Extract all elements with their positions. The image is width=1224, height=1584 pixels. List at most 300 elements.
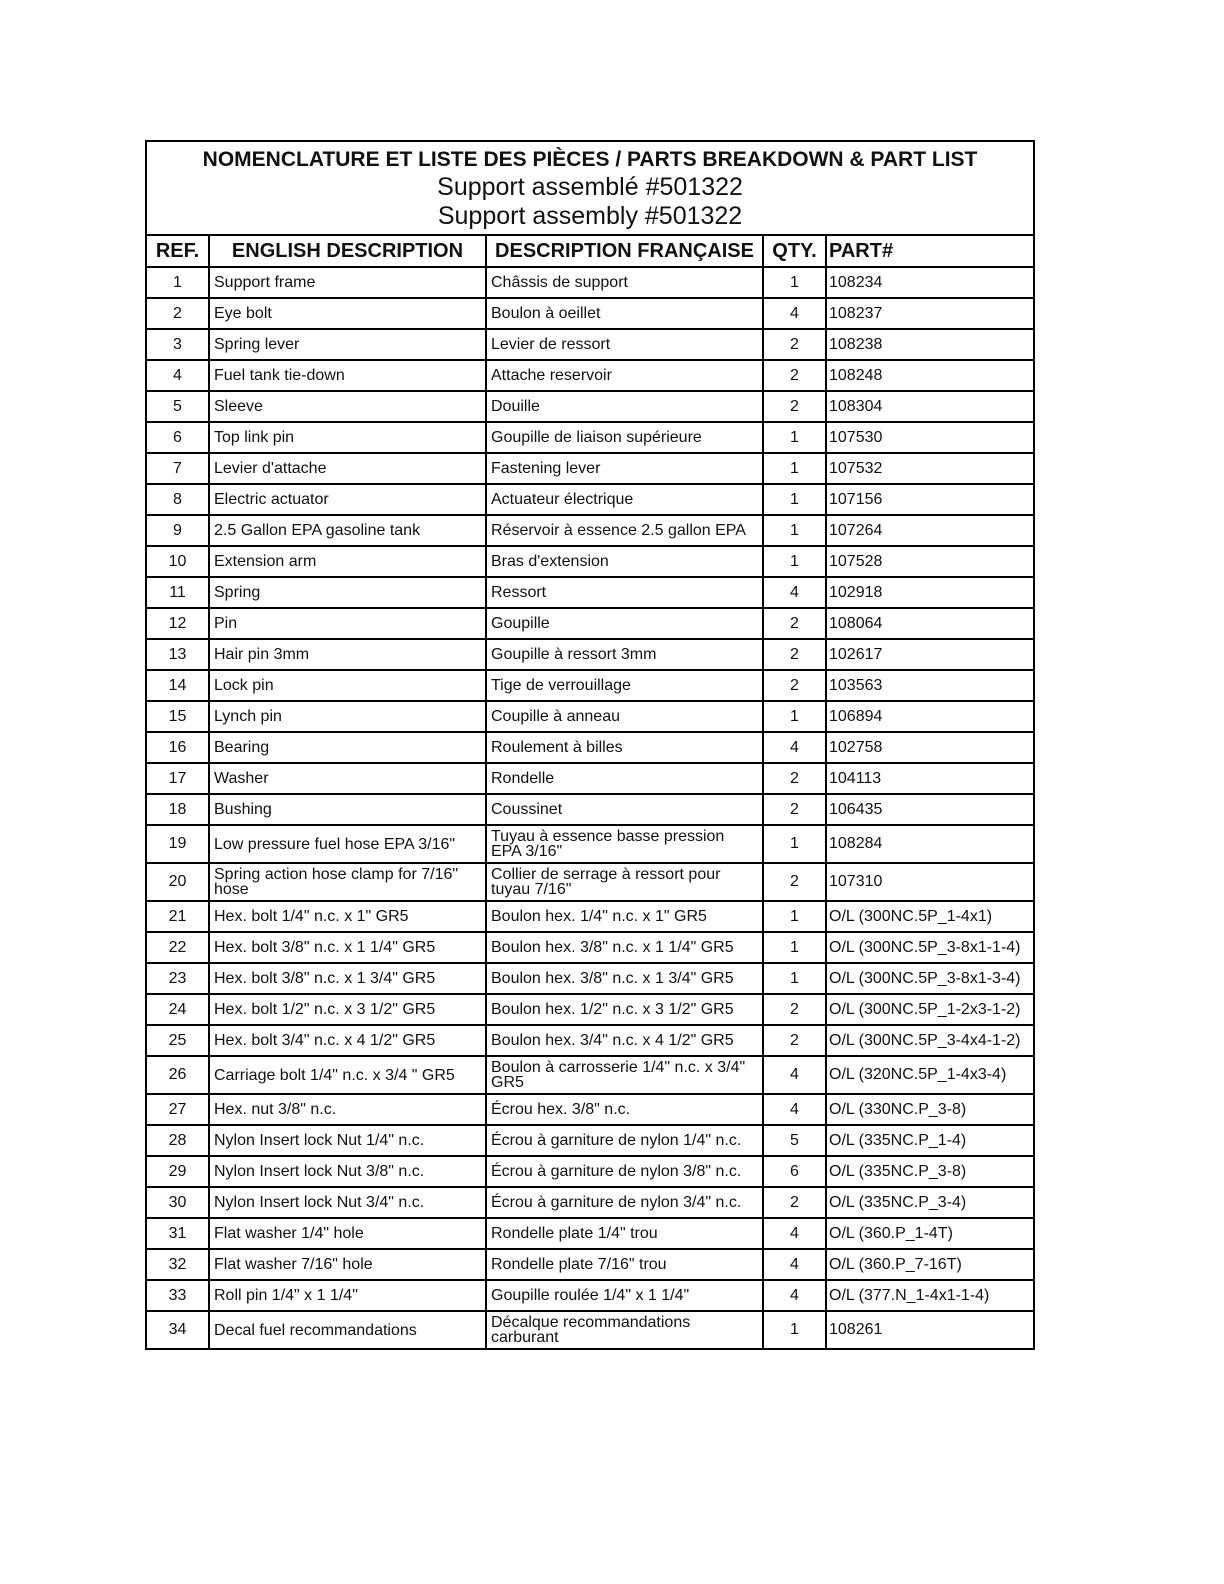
english-description-cell-text: Bearing: [214, 739, 270, 756]
part-number-cell: [826, 1311, 1034, 1349]
table-row: [146, 422, 1034, 453]
quantity-cell: [763, 901, 826, 932]
french-description-cell-text: Goupille roulée 1/4" x 1 1/4": [491, 1287, 690, 1304]
quantity-cell: [763, 298, 826, 329]
french-description-cell: [486, 453, 763, 484]
ref-cell-text: 7: [173, 459, 182, 477]
english-description-cell-text: Levier d'attache: [214, 460, 327, 477]
quantity-cell-text: 2: [790, 366, 799, 384]
french-description-cell-text: Écrou à garniture de nylon 3/4" n.c.: [491, 1194, 742, 1211]
column-header-english: ENGLISH DESCRIPTION: [209, 235, 486, 267]
ref-cell-text: 22: [168, 938, 187, 956]
part-number-cell-text: O/L (300NC.5P_3-4x4-1-2): [829, 1031, 1021, 1049]
quantity-cell-text: 2: [790, 645, 799, 663]
english-description-cell-text: Hair pin 3mm: [214, 646, 310, 663]
ref-cell-text: 14: [168, 676, 187, 694]
french-description-cell: [486, 1249, 763, 1280]
part-number-cell: [826, 863, 1034, 901]
ref-cell-text: 34: [168, 1321, 187, 1338]
french-description-cell-text: Collier de serrage à ressort pour tuyau 7/16": [491, 866, 721, 898]
ref-cell: [146, 546, 209, 577]
table-row: [146, 546, 1034, 577]
ref-cell-text: 32: [168, 1255, 187, 1273]
english-description-cell: [209, 546, 486, 577]
quantity-cell-text: 4: [790, 738, 799, 756]
english-description-cell: [209, 1249, 486, 1280]
part-number-cell-text: 104113: [829, 769, 882, 787]
ref-cell-text: 9: [173, 521, 182, 539]
ref-cell: [146, 1311, 209, 1349]
table-row: [146, 1025, 1034, 1056]
part-number-cell-text: 108234: [829, 273, 883, 291]
ref-cell: [146, 453, 209, 484]
quantity-cell: [763, 484, 826, 515]
quantity-cell: [763, 701, 826, 732]
part-number-cell-text: 103563: [829, 676, 883, 694]
part-number-cell-text: O/L (335NC.P_3-8): [829, 1162, 967, 1180]
ref-cell-text: 23: [168, 969, 187, 987]
quantity-cell: [763, 267, 826, 298]
part-number-cell: [826, 1025, 1034, 1056]
quantity-cell-text: 2: [790, 614, 799, 632]
english-description-cell: [209, 670, 486, 701]
english-description-cell-text: Nylon Insert lock Nut 3/4" n.c.: [214, 1194, 425, 1211]
ref-cell-text: 20: [168, 873, 187, 890]
part-number-cell-text: O/L (360.P_7-16T): [829, 1255, 962, 1273]
english-description-cell-text: Carriage bolt 1/4" n.c. x 3/4 " GR5: [214, 1066, 455, 1084]
part-number-cell-text: 107528: [829, 552, 883, 570]
part-number-cell-text: O/L (377.N_1-4x1-1-4): [829, 1286, 990, 1304]
table-row: [146, 825, 1034, 863]
french-description-cell-text: Boulon hex. 1/4" n.c. x 1" GR5: [491, 908, 707, 925]
table-row: [146, 863, 1034, 901]
table-row: [146, 1187, 1034, 1218]
quantity-cell-text: 4: [790, 304, 799, 322]
ref-cell: [146, 422, 209, 453]
quantity-cell: [763, 1311, 826, 1349]
part-number-cell: [826, 1056, 1034, 1094]
french-description-cell: [486, 994, 763, 1025]
ref-cell-text: 21: [168, 907, 187, 925]
english-description-cell: [209, 1218, 486, 1249]
part-number-cell: [826, 1218, 1034, 1249]
quantity-cell-text: 4: [790, 1066, 799, 1083]
ref-cell-text: 5: [173, 397, 182, 415]
french-description-cell: [486, 825, 763, 863]
quantity-cell: [763, 453, 826, 484]
part-number-cell-text: 108261: [829, 1321, 883, 1338]
table-row: [146, 298, 1034, 329]
ref-cell: [146, 298, 209, 329]
french-description-cell: [486, 515, 763, 546]
english-description-cell-text: Low pressure fuel hose EPA 3/16": [214, 835, 456, 853]
quantity-cell: [763, 608, 826, 639]
english-description-cell-text: Electric actuator: [214, 491, 329, 508]
table-row: [146, 732, 1034, 763]
table-row: [146, 963, 1034, 994]
quantity-cell: [763, 329, 826, 360]
part-number-cell-text: O/L (335NC.P_3-4): [829, 1193, 967, 1211]
french-description-cell-text: Réservoir à essence 2.5 gallon EPA: [491, 522, 746, 539]
english-description-cell: [209, 577, 486, 608]
part-number-cell: [826, 422, 1034, 453]
french-description-cell-text: Rondelle plate 1/4" trou: [491, 1225, 658, 1242]
quantity-cell-text: 2: [790, 397, 799, 415]
quantity-cell: [763, 1125, 826, 1156]
english-description-cell: [209, 608, 486, 639]
part-number-cell-text: 108284: [829, 835, 883, 852]
english-description-cell-text: Nylon Insert lock Nut 1/4" n.c.: [214, 1132, 425, 1149]
english-description-cell: [209, 639, 486, 670]
part-number-cell-text: 107264: [829, 521, 883, 539]
quantity-cell: [763, 360, 826, 391]
quantity-cell: [763, 1187, 826, 1218]
english-description-cell: [209, 1311, 486, 1349]
ref-cell: [146, 1249, 209, 1280]
part-number-cell: [826, 763, 1034, 794]
english-description-cell: [209, 1056, 486, 1094]
quantity-cell: [763, 994, 826, 1025]
ref-cell-text: 24: [168, 1000, 187, 1018]
part-number-cell-text: O/L (335NC.P_1-4): [829, 1131, 967, 1149]
french-description-cell: [486, 267, 763, 298]
quantity-cell: [763, 1218, 826, 1249]
quantity-cell-text: 4: [790, 583, 799, 601]
quantity-cell: [763, 732, 826, 763]
french-description-cell-text: Boulon hex. 3/4" n.c. x 4 1/2" GR5: [491, 1032, 734, 1049]
quantity-cell-text: 5: [790, 1131, 799, 1149]
title-cell: [146, 141, 1034, 235]
quantity-cell: [763, 863, 826, 901]
ref-cell-text: 13: [168, 645, 187, 663]
assembly-title-english: Support assembly #501322: [437, 202, 743, 230]
english-description-cell: [209, 932, 486, 963]
french-description-cell: [486, 963, 763, 994]
french-description-cell: [486, 484, 763, 515]
quantity-cell-text: 1: [790, 490, 799, 508]
quantity-cell: [763, 794, 826, 825]
english-description-cell-text: Flat washer 1/4" hole: [214, 1225, 364, 1242]
ref-cell: [146, 267, 209, 298]
french-description-cell-text: Actuateur électrique: [491, 491, 634, 508]
part-number-cell-text: 106894: [829, 707, 883, 725]
table-row: [146, 1311, 1034, 1349]
ref-cell: [146, 484, 209, 515]
english-description-cell: [209, 453, 486, 484]
part-number-cell-text: 107310: [829, 873, 883, 890]
english-description-cell-text: Hex. bolt 3/8" n.c. x 1 1/4" GR5: [214, 939, 436, 956]
french-description-cell-text: Écrou hex. 3/8" n.c.: [491, 1101, 631, 1118]
table-row: [146, 360, 1034, 391]
french-description-cell: [486, 670, 763, 701]
ref-cell-text: 6: [173, 428, 182, 446]
column-header-french: DESCRIPTION FRANÇAISE: [486, 235, 763, 267]
part-number-cell-text: 106435: [829, 800, 883, 818]
part-number-cell: [826, 901, 1034, 932]
part-number-cell-text: O/L (320NC.5P_1-4x3-4): [829, 1066, 1007, 1083]
ref-cell-text: 12: [168, 614, 187, 632]
table-row: [146, 794, 1034, 825]
english-description-cell: [209, 298, 486, 329]
ref-cell-text: 30: [168, 1193, 187, 1211]
quantity-cell: [763, 577, 826, 608]
french-description-cell: [486, 1187, 763, 1218]
quantity-cell: [763, 1025, 826, 1056]
ref-cell: [146, 863, 209, 901]
english-description-cell-text: Fuel tank tie-down: [214, 367, 345, 384]
ref-cell-text: 19: [168, 835, 187, 852]
quantity-cell: [763, 1056, 826, 1094]
part-number-cell: [826, 1249, 1034, 1280]
french-description-cell-text: Décalque recommandations carburant: [491, 1314, 691, 1346]
quantity-cell-text: 2: [790, 1000, 799, 1018]
parts-table-body: [146, 267, 1034, 1349]
table-row: [146, 901, 1034, 932]
quantity-cell: [763, 1249, 826, 1280]
french-description-cell: [486, 391, 763, 422]
column-header-row: [146, 235, 1034, 267]
french-description-cell: [486, 932, 763, 963]
ref-cell-text: 31: [168, 1224, 187, 1242]
quantity-cell-text: 1: [790, 1321, 799, 1338]
quantity-cell: [763, 1094, 826, 1125]
part-number-cell: [826, 1156, 1034, 1187]
english-description-cell: [209, 825, 486, 863]
part-number-cell: [826, 515, 1034, 546]
french-description-cell-text: Écrou à garniture de nylon 3/8" n.c.: [491, 1163, 742, 1180]
french-description-cell-text: Châssis de support: [491, 274, 628, 291]
quantity-cell-text: 4: [790, 1100, 799, 1118]
part-number-cell: [826, 639, 1034, 670]
quantity-cell-text: 1: [790, 969, 799, 987]
part-number-cell: [826, 577, 1034, 608]
ref-cell: [146, 1094, 209, 1125]
ref-cell: [146, 994, 209, 1025]
part-number-cell: [826, 484, 1034, 515]
french-description-cell: [486, 298, 763, 329]
french-description-cell: [486, 1280, 763, 1311]
ref-cell-text: 18: [168, 800, 187, 818]
quantity-cell: [763, 422, 826, 453]
quantity-cell-text: 2: [790, 1031, 799, 1049]
english-description-cell-text: Support frame: [214, 274, 316, 291]
ref-cell-text: 11: [169, 583, 186, 601]
part-number-cell-text: 108064: [829, 614, 883, 632]
quantity-cell-text: 1: [790, 428, 799, 446]
table-row: [146, 267, 1034, 298]
table-row: [146, 515, 1034, 546]
part-number-cell: [826, 329, 1034, 360]
quantity-cell-text: 2: [790, 800, 799, 818]
english-description-cell-text: Spring lever: [214, 336, 300, 353]
english-description-cell-text: Nylon Insert lock Nut 3/8" n.c.: [214, 1163, 425, 1180]
french-description-cell-text: Écrou à garniture de nylon 1/4" n.c.: [491, 1132, 742, 1149]
table-row: [146, 639, 1034, 670]
part-number-cell: [826, 608, 1034, 639]
part-number-cell: [826, 267, 1034, 298]
french-description-cell: [486, 1156, 763, 1187]
english-description-cell: [209, 515, 486, 546]
english-description-cell-text: Flat washer 7/16" hole: [214, 1256, 373, 1273]
english-description-cell-text: Hex. bolt 3/8" n.c. x 1 3/4" GR5: [214, 970, 436, 987]
table-row: [146, 1249, 1034, 1280]
part-number-cell-text: 108237: [829, 304, 883, 322]
english-description-cell: [209, 963, 486, 994]
english-description-cell: [209, 701, 486, 732]
english-description-cell: [209, 484, 486, 515]
part-number-cell-text: 107530: [829, 428, 883, 446]
english-description-cell-text: Hex. bolt 3/4" n.c. x 4 1/2" GR5: [214, 1032, 436, 1049]
quantity-cell-text: 2: [790, 1193, 799, 1211]
english-description-cell: [209, 732, 486, 763]
ref-cell-text: 1: [173, 273, 182, 291]
ref-cell: [146, 515, 209, 546]
column-header-part: PART#: [826, 235, 1034, 267]
quantity-cell-text: 1: [790, 552, 799, 570]
ref-cell-text: 16: [168, 738, 187, 756]
english-description-cell: [209, 1025, 486, 1056]
french-description-cell: [486, 639, 763, 670]
ref-cell: [146, 732, 209, 763]
assembly-title-french: Support assemblé #501322: [437, 173, 743, 201]
english-description-cell: [209, 267, 486, 298]
ref-cell: [146, 608, 209, 639]
part-number-cell-text: 102617: [829, 645, 883, 663]
ref-cell: [146, 901, 209, 932]
ref-cell: [146, 577, 209, 608]
part-number-cell: [826, 391, 1034, 422]
table-row: [146, 577, 1034, 608]
french-description-cell: [486, 1218, 763, 1249]
english-description-cell: [209, 1187, 486, 1218]
ref-cell-text: 28: [168, 1131, 187, 1149]
part-number-cell: [826, 546, 1034, 577]
english-description-cell-text: Bushing: [214, 801, 272, 818]
table-row: [146, 453, 1034, 484]
french-description-cell-text: Goupille: [491, 615, 550, 632]
ref-cell-text: 29: [168, 1162, 187, 1180]
table-row: [146, 763, 1034, 794]
quantity-cell-text: 1: [790, 835, 799, 852]
table-row: [146, 329, 1034, 360]
quantity-cell: [763, 932, 826, 963]
column-header-qty: QTY.: [763, 235, 826, 267]
table-row: [146, 994, 1034, 1025]
french-description-cell-text: Boulon à oeillet: [491, 305, 601, 322]
part-number-cell-text: O/L (330NC.P_3-8): [829, 1100, 967, 1118]
english-description-cell: [209, 422, 486, 453]
ref-cell-text: 33: [168, 1286, 187, 1304]
table-row: [146, 1156, 1034, 1187]
part-number-cell-text: 102918: [829, 583, 883, 601]
part-number-cell: [826, 963, 1034, 994]
french-description-cell-text: Roulement à billes: [491, 739, 623, 756]
french-description-cell: [486, 329, 763, 360]
table-row: [146, 1218, 1034, 1249]
table-row: [146, 608, 1034, 639]
english-description-cell-text: Sleeve: [214, 398, 263, 415]
part-number-cell: [826, 994, 1034, 1025]
french-description-cell-text: Douille: [491, 398, 540, 415]
part-number-cell-text: O/L (300NC.5P_3-8x1-1-4): [829, 938, 1021, 956]
ref-cell: [146, 1280, 209, 1311]
french-description-cell-text: Attache reservoir: [491, 367, 612, 384]
french-description-cell: [486, 701, 763, 732]
french-description-cell-text: Boulon hex. 3/8" n.c. x 1 3/4" GR5: [491, 970, 734, 987]
quantity-cell-text: 1: [790, 459, 799, 477]
part-number-cell: [826, 1125, 1034, 1156]
ref-cell-text: 10: [168, 552, 187, 570]
ref-cell: [146, 1187, 209, 1218]
part-number-cell-text: 108248: [829, 366, 883, 384]
ref-cell: [146, 763, 209, 794]
english-description-cell-text: Eye bolt: [214, 305, 272, 322]
english-description-cell: [209, 901, 486, 932]
quantity-cell: [763, 639, 826, 670]
ref-cell: [146, 701, 209, 732]
quantity-cell-text: 1: [790, 938, 799, 956]
french-description-cell-text: Bras d'extension: [491, 553, 609, 570]
table-row: [146, 701, 1034, 732]
quantity-cell-text: 2: [790, 769, 799, 787]
table-row: [146, 391, 1034, 422]
part-number-cell-text: O/L (300NC.5P_3-8x1-3-4): [829, 969, 1021, 987]
french-description-cell: [486, 901, 763, 932]
column-header-ref: REF.: [146, 235, 209, 267]
ref-cell-text: 2: [173, 304, 182, 322]
english-description-cell-text: Decal fuel recommandations: [214, 1321, 417, 1339]
english-description-cell-text: 2.5 Gallon EPA gasoline tank: [214, 522, 421, 539]
table-row: [146, 1125, 1034, 1156]
quantity-cell-text: 2: [790, 335, 799, 353]
french-description-cell-text: Coupille à anneau: [491, 708, 620, 725]
ref-cell: [146, 391, 209, 422]
quantity-cell-text: 2: [790, 873, 799, 890]
table-row: [146, 484, 1034, 515]
french-description-cell: [486, 422, 763, 453]
part-number-cell: [826, 732, 1034, 763]
english-description-cell: [209, 1156, 486, 1187]
english-description-cell-text: Pin: [214, 615, 238, 632]
english-description-cell: [209, 360, 486, 391]
english-description-cell: [209, 1125, 486, 1156]
french-description-cell: [486, 732, 763, 763]
ref-cell-text: 15: [168, 707, 187, 725]
quantity-cell: [763, 391, 826, 422]
part-number-cell: [826, 670, 1034, 701]
french-description-cell: [486, 360, 763, 391]
english-description-cell: [209, 763, 486, 794]
english-description-cell-text: Spring action hose clamp for 7/16" hose: [214, 866, 459, 898]
part-number-cell: [826, 1280, 1034, 1311]
french-description-cell-text: Levier de ressort: [491, 336, 611, 353]
french-description-cell: [486, 608, 763, 639]
ref-cell: [146, 1056, 209, 1094]
ref-cell-text: 17: [168, 769, 187, 787]
french-description-cell: [486, 1125, 763, 1156]
english-description-cell: [209, 1280, 486, 1311]
quantity-cell-text: 6: [790, 1162, 799, 1180]
table-row: [146, 1280, 1034, 1311]
ref-cell: [146, 670, 209, 701]
english-description-cell: [209, 1094, 486, 1125]
parts-list-sheet: [145, 140, 1033, 1350]
part-number-cell: [826, 701, 1034, 732]
quantity-cell-text: 1: [790, 907, 799, 925]
english-description-cell-text: Spring: [214, 584, 261, 601]
part-number-cell-text: O/L (360.P_1-4T): [829, 1224, 953, 1242]
quantity-cell-text: 4: [790, 1224, 799, 1242]
